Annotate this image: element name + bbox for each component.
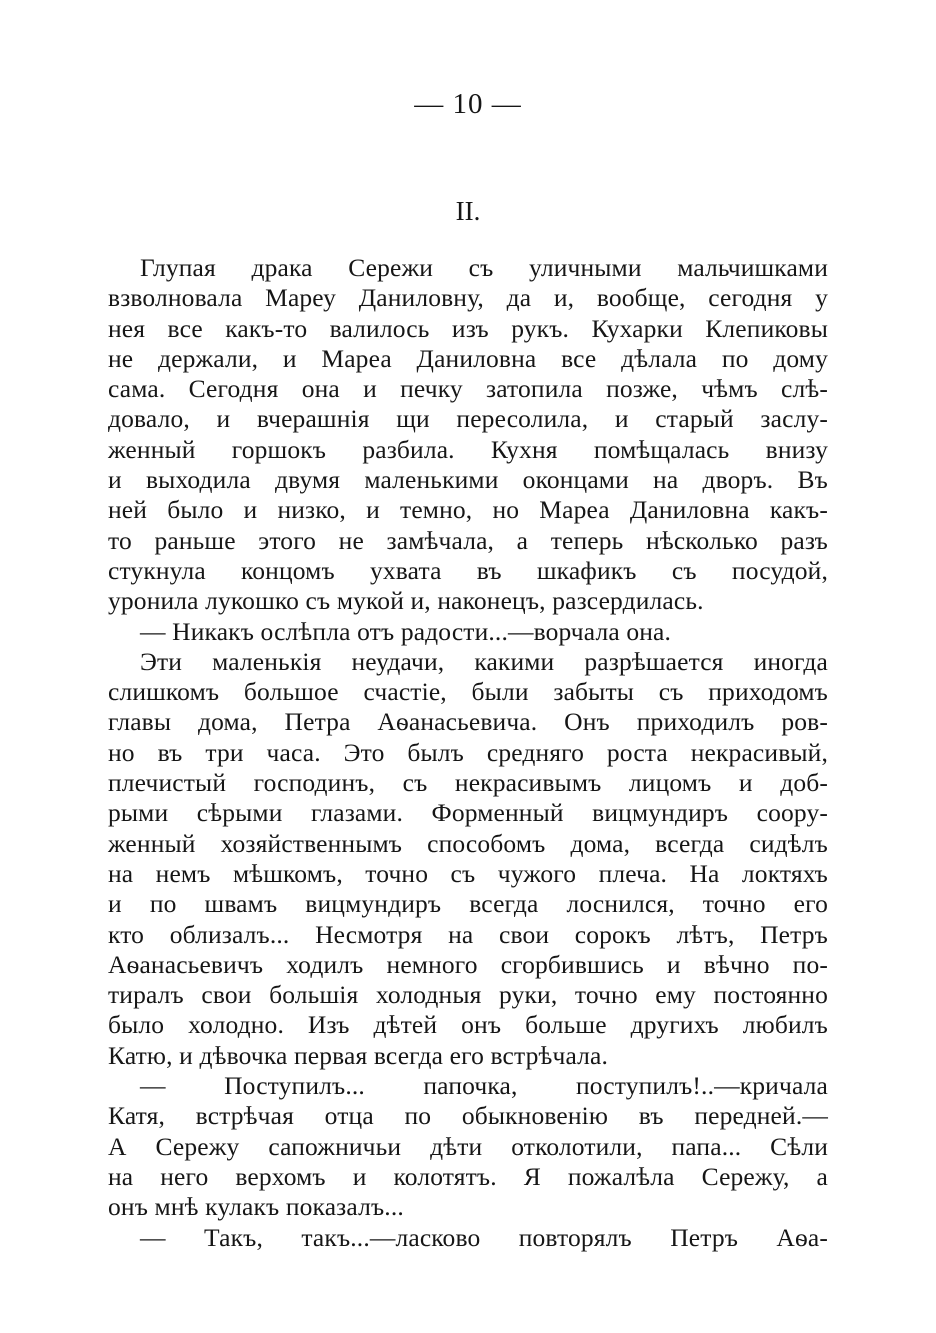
text-line: Эти маленькія неудачи, какими разрѣшается иногда xyxy=(140,646,828,676)
text-line: онъ мнѣ кулакъ показалъ... xyxy=(108,1192,404,1222)
text-line: не держали, и Мареа Даниловна все дѣлала по дому xyxy=(108,343,828,373)
text-line: женный хозяйственнымъ способомъ дома, всегда сидѣлъ xyxy=(108,828,828,858)
text-line: Аѳанасьевичъ ходилъ немного сгорбившись и вѣчно по- xyxy=(108,949,828,979)
text-line: — Поступилъ... папочка, поступилъ!..—кричала xyxy=(140,1071,828,1101)
text-line: женный горшокъ разбила. Кухня помѣщалась внизу xyxy=(108,434,828,464)
text-line: и выходила двумя маленькими оконцами на дворъ. Въ xyxy=(108,465,828,495)
chapter-heading: II. xyxy=(455,196,481,226)
text-line: было холодно. Изъ дѣтей онъ больше другихъ любилъ xyxy=(108,1010,828,1040)
text-line: — Никакъ ослѣпла отъ радости...—ворчала она. xyxy=(140,616,672,646)
text-line: главы дома, Петра Аѳанасьевича. Онъ приходилъ ров- xyxy=(108,707,828,737)
text-line: и по швамъ вицмундиръ всегда лоснился, точно его xyxy=(108,889,828,919)
text-line: нея все какъ-то валилось изъ рукъ. Кухарки Клепиковы xyxy=(108,313,828,343)
text-line: сама. Сегодня она и печку затопила позже, чѣмъ слѣ- xyxy=(108,374,828,404)
text-line: но въ три часа. Это былъ средняго роста некрасивый, xyxy=(108,737,828,767)
text-line: ней было и низко, и темно, но Мареа Даниловна какъ- xyxy=(108,495,828,525)
text-line: Катю, и дѣвочка первая всегда его встрѣчала. xyxy=(108,1040,609,1070)
text-line: на немъ мѣшкомъ, точно съ чужого плеча. На локтяхъ xyxy=(108,858,828,888)
text-line: взволновала Мареу Даниловну, да и, вообще, сегодня у xyxy=(108,283,828,313)
text-line: довало, и вчерашнія щи пересолила, и старый заслу- xyxy=(108,404,828,434)
text-line: уронила лукошко съ мукой и, наконецъ, разсердилась. xyxy=(108,586,704,616)
body-text xyxy=(108,253,828,1253)
page-number: — 10 — xyxy=(414,88,522,120)
text-line: плечистый господинъ, съ некрасивымъ лицомъ и доб- xyxy=(108,768,828,798)
text-line: тиралъ свои большія холодныя руки, точно ему постоянно xyxy=(108,980,828,1010)
text-line: А Сережу сапожничьи дѣти отколотили, папа... Сѣли xyxy=(108,1131,828,1161)
text-line: слишкомъ большое счастіе, были забыты съ приходомъ xyxy=(108,677,828,707)
text-line: кто облизалъ... Несмотря на свои сорокъ лѣтъ, Петръ xyxy=(108,919,828,949)
text-line: то раньше этого не замѣчала, а теперь нѣсколько разъ xyxy=(108,525,828,555)
text-line: рыми сѣрыми глазами. Форменный вицмундиръ соору- xyxy=(108,798,828,828)
text-line: на него верхомъ и колотятъ. Я пожалѣла Сережу, а xyxy=(108,1161,828,1191)
text-line: — Такъ, такъ...—ласково повторялъ Петръ Аѳа- xyxy=(140,1222,828,1252)
text-line: стукнула концомъ ухвата въ шкафикъ съ посудой, xyxy=(108,555,828,585)
text-line: Катя, встрѣчая отца по обыкновенію въ передней.— xyxy=(108,1101,828,1131)
text-line: Глупая драка Сережи съ уличными мальчишками xyxy=(140,253,828,282)
